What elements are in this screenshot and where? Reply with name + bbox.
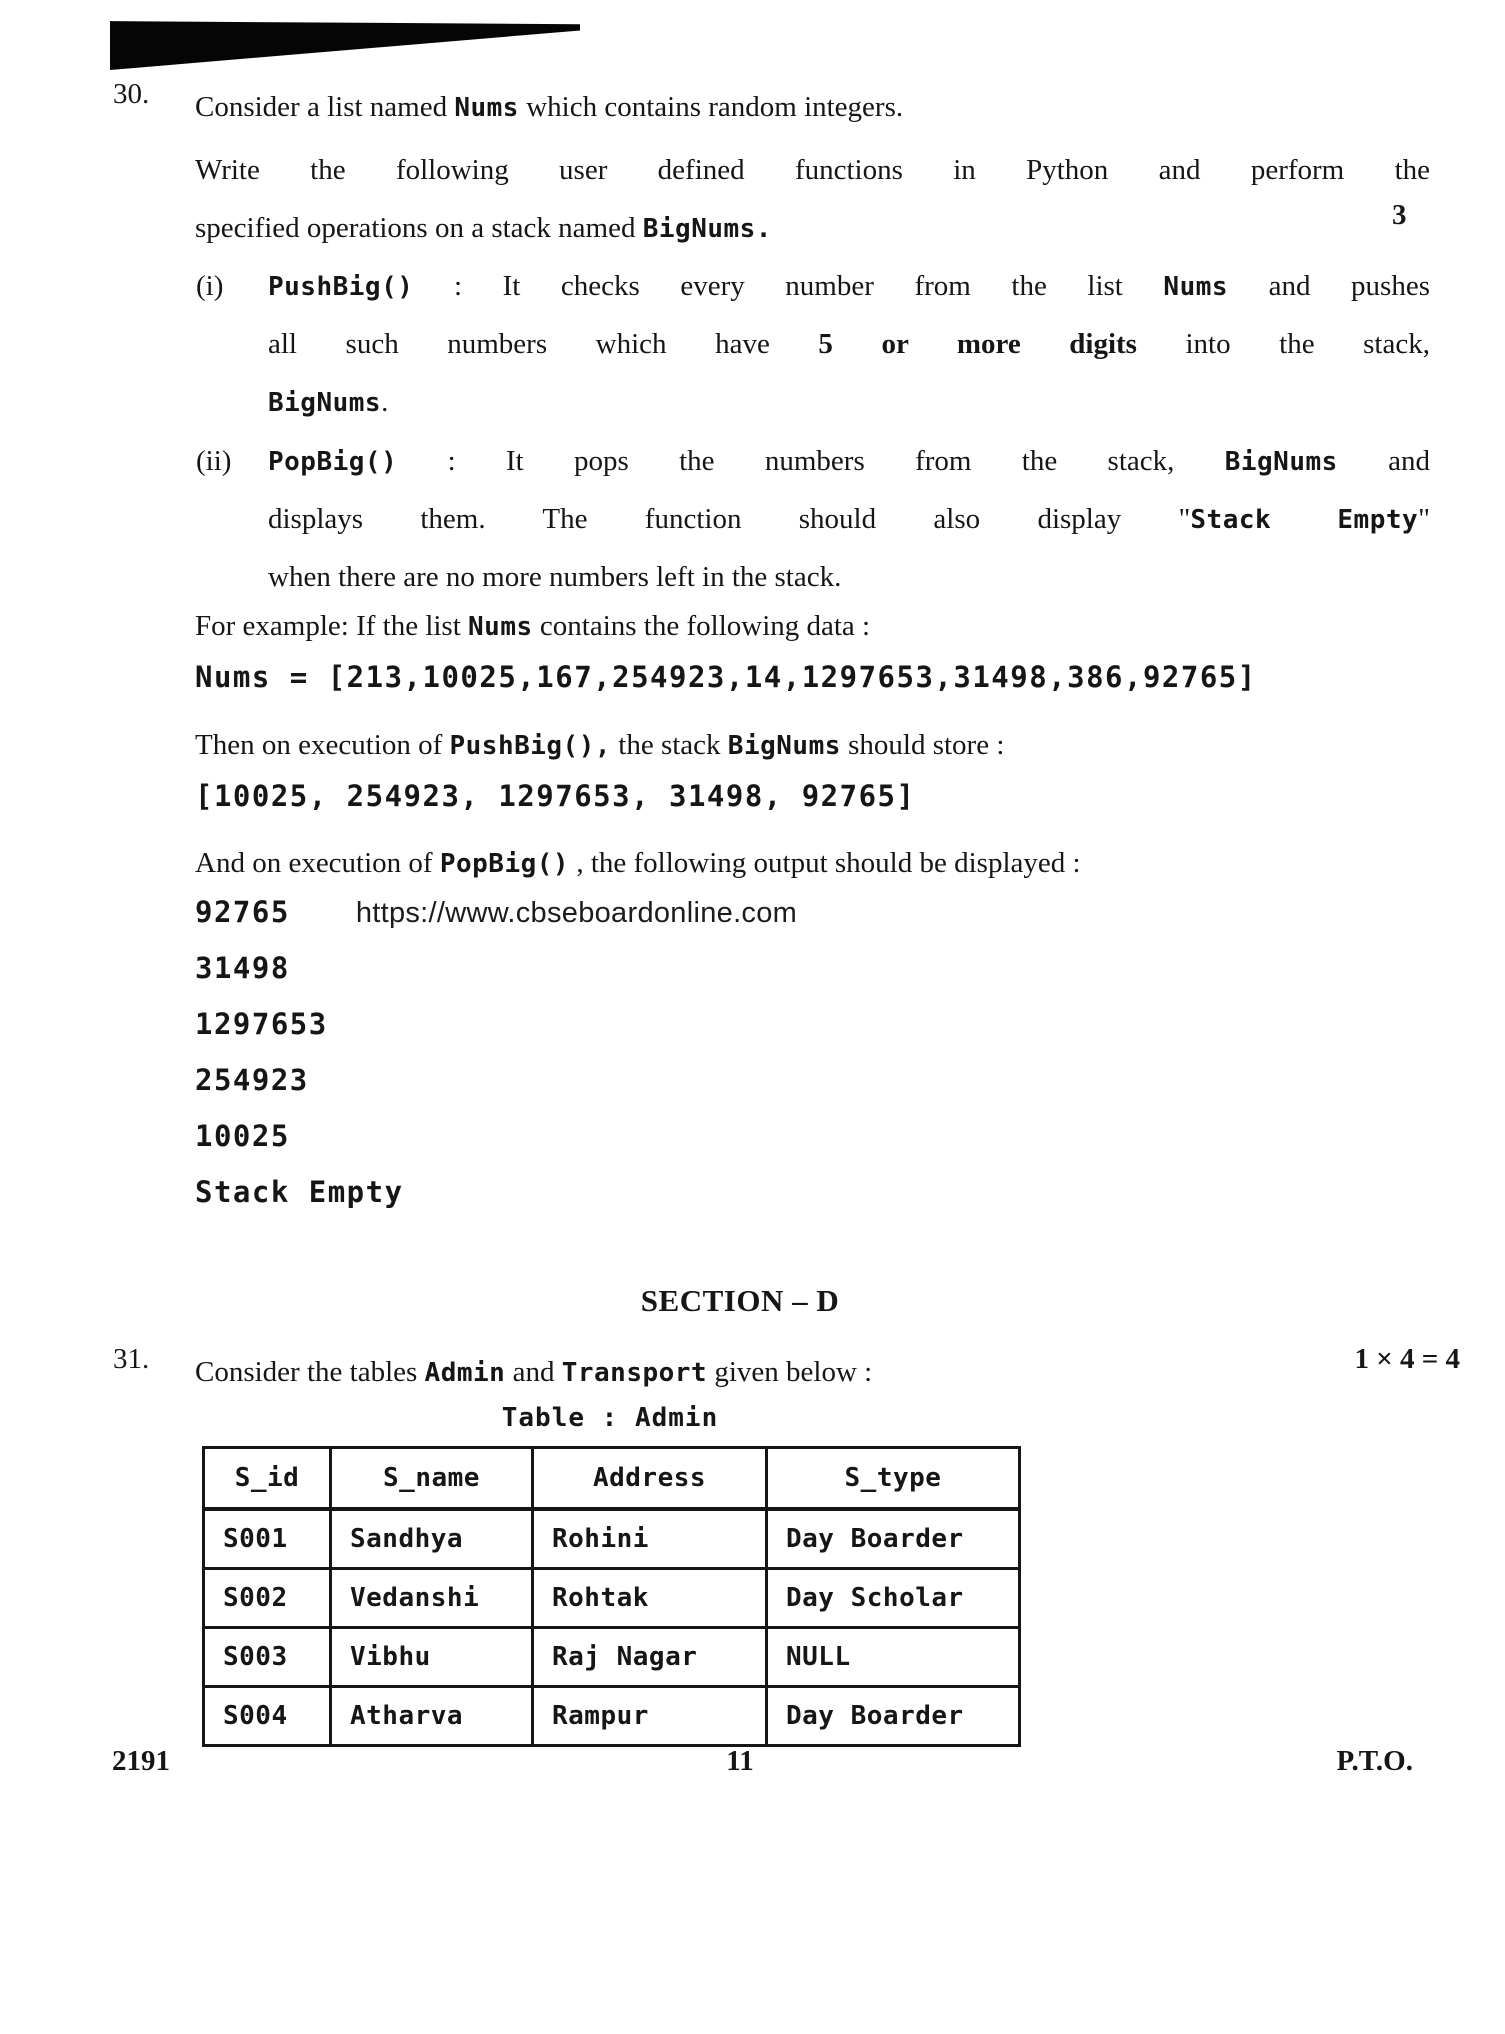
table-header-row	[204, 1448, 1020, 1510]
admin-table-block	[202, 1400, 1018, 1747]
program-output	[195, 893, 1430, 1229]
text-segment: when there are no more numbers left in the stack.	[268, 561, 842, 593]
text-segment: BigNums.	[642, 214, 772, 244]
text-segment: all such numbers which have	[268, 328, 819, 360]
output-line: Stack Empty	[195, 1175, 404, 1209]
text-segment: Nums	[1163, 272, 1229, 302]
column-header: S_name	[331, 1448, 533, 1510]
column-header: S_type	[767, 1448, 1020, 1510]
item-ii-label: (ii)	[196, 445, 232, 477]
list-item-i	[196, 257, 1430, 431]
text-segment: "	[1418, 503, 1431, 535]
text-segment: .	[381, 386, 389, 418]
text-segment: and	[1337, 445, 1430, 477]
pto-label: P.T.O.	[1336, 1745, 1413, 1777]
text-segment: PushBig()	[268, 272, 414, 302]
question-31-intro	[195, 1343, 1430, 1401]
page-number: 11	[726, 1745, 754, 1777]
table-title: Table : Admin	[501, 1403, 719, 1433]
text-segment: Write the following user defined functions in Python and perform the	[195, 154, 1430, 186]
nums-code-line: Nums = [213,10025,167,254923,14,1297653,31498,386,92765]	[195, 660, 1257, 694]
text-segment: , the following output should be displayed :	[569, 847, 1081, 879]
text-segment: Nums	[454, 93, 519, 123]
table-cell: S003	[204, 1628, 331, 1687]
table-row	[204, 1628, 1020, 1687]
text-segment: and pushes	[1228, 270, 1430, 302]
text-segment: Transport	[561, 1358, 708, 1388]
text-segment: 5 or more digits	[818, 328, 1137, 360]
question-31-number: 31.	[113, 1343, 150, 1375]
output-line: 254923	[195, 1063, 309, 1097]
table-cell: Sandhya	[331, 1509, 533, 1569]
item-ii-line-2	[268, 490, 1430, 548]
table-cell: NULL	[767, 1628, 1020, 1687]
table-cell: Rohini	[533, 1509, 767, 1569]
item-i-line-2	[268, 315, 1430, 373]
table-cell: Vibhu	[331, 1628, 533, 1687]
table-cell: Raj Nagar	[533, 1628, 767, 1687]
text-segment: Then on execution of	[195, 729, 450, 761]
table-cell: S004	[204, 1687, 331, 1746]
text-segment: which contains random integers.	[518, 91, 904, 123]
text-segment: Consider a list named	[195, 91, 455, 123]
push-result-intro	[195, 716, 1430, 774]
table-cell: Vedanshi	[331, 1569, 533, 1628]
text-segment: specified operations on a stack named	[195, 212, 643, 244]
paper-code: 2191	[112, 1745, 170, 1777]
text-segment: Consider the tables	[195, 1356, 425, 1388]
output-line	[195, 893, 1430, 949]
text-segment: given below :	[707, 1356, 873, 1388]
table-cell: Atharva	[331, 1687, 533, 1746]
text-segment: Admin	[424, 1358, 506, 1388]
text-segment: contains the following data :	[532, 610, 871, 642]
item-i-line-3	[268, 373, 1430, 431]
output-line: 10025	[195, 1119, 290, 1153]
text-segment: Stack Empty	[1190, 505, 1419, 535]
item-i-label: (i)	[196, 270, 224, 302]
text-segment: and	[505, 1356, 562, 1388]
text-segment: PopBig()	[439, 849, 570, 879]
admin-table	[202, 1446, 1021, 1747]
text-segment: BigNums	[268, 388, 382, 418]
task-line-1	[195, 141, 1430, 199]
text-segment: displays them. The function should also display "	[268, 503, 1191, 535]
table-cell: Rohtak	[533, 1569, 767, 1628]
column-header: S_id	[204, 1448, 331, 1510]
example-intro	[195, 597, 1430, 655]
output-value: 92765	[195, 895, 290, 929]
question-30-intro	[195, 78, 1430, 136]
text-segment: PushBig(),	[449, 731, 612, 761]
text-segment: PopBig()	[268, 447, 398, 477]
text-segment: the stack	[611, 729, 728, 761]
item-i-line-1	[268, 257, 1430, 315]
text-segment: : It pops the numbers from the stack,	[397, 445, 1225, 477]
item-i-text	[268, 257, 1430, 431]
table-cell: Day Scholar	[767, 1569, 1020, 1628]
question-31-marks: 1 × 4 = 4	[1354, 1343, 1460, 1375]
output-line: 1297653	[195, 1007, 328, 1041]
table-row	[204, 1569, 1020, 1628]
table-row	[204, 1509, 1020, 1569]
table-cell: S001	[204, 1509, 331, 1569]
text-segment: BigNums	[1224, 447, 1338, 477]
text-segment: into the stack,	[1136, 328, 1430, 360]
section-heading: SECTION – D	[640, 1283, 840, 1318]
text-segment: And on execution of	[195, 847, 440, 879]
list-item-ii	[196, 432, 1430, 606]
watermark-url: https://www.cbseboardonline.com	[355, 897, 798, 929]
text-segment: For example: If the list	[195, 610, 469, 642]
table-row	[204, 1687, 1020, 1746]
stack-code-line: [10025, 254923, 1297653, 31498, 92765]	[195, 779, 916, 813]
output-line: 31498	[195, 951, 290, 985]
item-ii-line-1	[268, 432, 1430, 490]
table-cell: Day Boarder	[767, 1509, 1020, 1569]
text-segment: : It checks every number from the list	[413, 270, 1164, 302]
text-segment: BigNums	[727, 731, 841, 761]
table-cell: Rampur	[533, 1687, 767, 1746]
question-30-marks: 3	[1392, 199, 1407, 231]
text-segment: Nums	[468, 612, 533, 642]
column-header: Address	[533, 1448, 767, 1510]
pop-result-intro	[195, 834, 1430, 892]
question-30-task	[195, 141, 1430, 257]
table-cell: Day Boarder	[767, 1687, 1020, 1746]
table-cell: S002	[204, 1569, 331, 1628]
item-ii-text	[268, 432, 1430, 606]
task-line-2	[195, 199, 1430, 257]
question-30-number: 30.	[113, 78, 150, 110]
text-segment: should store :	[840, 729, 1005, 761]
redaction-mark	[110, 18, 580, 70]
